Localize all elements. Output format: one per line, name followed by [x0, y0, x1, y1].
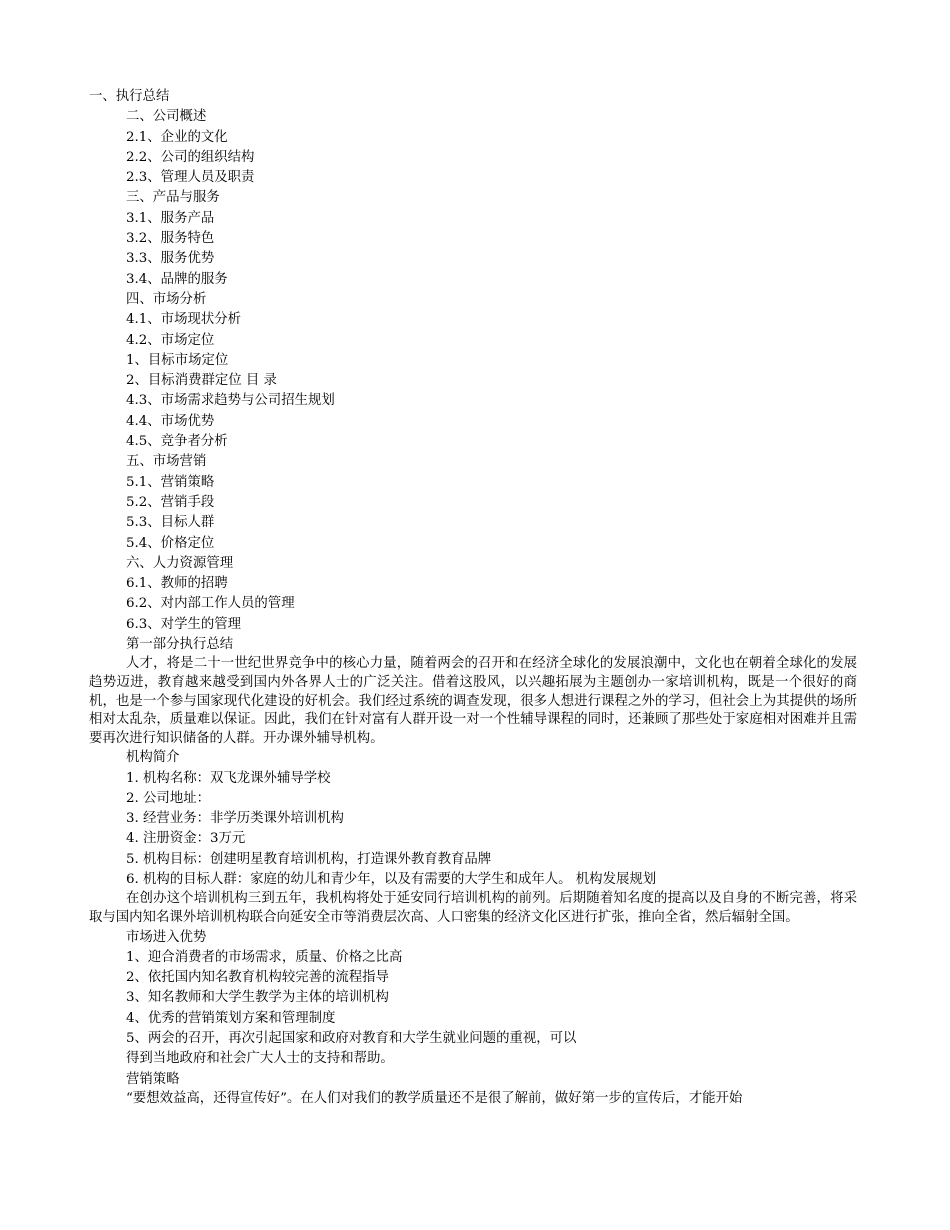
- market-advantage-item: 得到当地政府和社会广大人士的支持和帮助。: [126, 1051, 394, 1067]
- toc-item: 1、目标市场定位: [126, 352, 229, 368]
- market-advantage-item: 5、两会的召开，再次引起国家和政府对教育和大学生就业问题的重视，可以: [126, 1031, 577, 1047]
- market-heading: 市场进入优势: [126, 929, 207, 945]
- toc-item: 6.2、对内部工作人员的管理: [126, 596, 295, 612]
- org-info-item: 1. 机构名称：双飞龙课外辅导学校: [126, 770, 331, 786]
- toc-item: 2、目标消费群定位 目 录: [126, 373, 277, 389]
- toc-item: 五、市场营销: [126, 454, 207, 470]
- toc-item: 4.4、市场优势: [126, 413, 215, 429]
- part1-heading: 第一部分执行总结: [126, 637, 234, 653]
- toc-item: 5.3、目标人群: [126, 515, 215, 531]
- development-paragraph: 在创办这个培训机构三到五年，我机构将处于延安同行培训机构的前列。后期随着知名度的提高以及自身的不断完善，将采取与国内知名课外培训机构联合向延安全市等消费层次高、人口密集的经济文化区进行扩张，推向全省，然后辐射全国。: [89, 891, 857, 925]
- toc-item: 一、执行总结: [89, 89, 170, 104]
- market-advantage-item: 4、优秀的营销策划方案和管理制度: [126, 1010, 336, 1026]
- org-info-item: 5. 机构目标：创建明星教育培训机构，打造课外教育教育品牌: [126, 851, 492, 867]
- market-advantage-item: 1、迎合消费者的市场需求，质量、价格之比高: [126, 949, 403, 965]
- toc-item: 3.4、品牌的服务: [126, 271, 228, 287]
- strategy-paragraph: “要想效益高，还得宣传好”。在人们对我们的教学质量还不是很了解前，做好第一步的宣传后，才能开始: [126, 1090, 743, 1106]
- table-of-contents: [89, 87, 857, 635]
- toc-item: 5.1、营销策略: [126, 474, 215, 490]
- toc-item: 4.1、市场现状分析: [126, 312, 242, 328]
- toc-item: 3.2、服务特色: [126, 231, 215, 247]
- org-heading: 机构简介: [126, 750, 180, 766]
- toc-item: 4.2、市场定位: [126, 332, 215, 348]
- toc-item: 三、产品与服务: [126, 190, 220, 206]
- toc-item: 6.1、教师的招聘: [126, 576, 228, 592]
- market-advantage-list: [89, 948, 857, 1070]
- toc-item: 2.3、管理人员及职责: [126, 170, 255, 186]
- toc-item: 4.3、市场需求趋势与公司招生规划: [126, 393, 335, 409]
- market-advantage-item: 2、依托国内知名教育机构较完善的流程指导: [126, 970, 389, 986]
- toc-item: 4.5、竞争者分析: [126, 434, 228, 450]
- document-page: [89, 87, 857, 1109]
- toc-item: 2.1、企业的文化: [126, 129, 228, 145]
- toc-item: 6.3、对学生的管理: [126, 616, 242, 632]
- toc-item: 四、市场分析: [126, 291, 207, 307]
- toc-item: 3.1、服务产品: [126, 210, 215, 226]
- toc-item: 六、人力资源管理: [126, 555, 234, 571]
- org-info-list: [89, 769, 857, 891]
- strategy-heading: 营销策略: [126, 1071, 180, 1087]
- org-info-item: 6. 机构的目标人群：家庭的幼儿和青少年，以及有需要的大学生和成年人。 机构发展规划: [126, 872, 657, 888]
- toc-item: 5.2、营销手段: [126, 494, 215, 510]
- org-info-item: 2. 公司地址：: [126, 790, 210, 806]
- toc-item: 2.2、公司的组织结构: [126, 149, 255, 165]
- toc-item: 3.3、服务优势: [126, 251, 215, 267]
- intro-paragraph: 人才，将是二十一世纪世界竞争中的核心力量，随着两会的召开和在经济全球化的发展浪潮中，文化也在朝着全球化的发展趋势迈进，教育越来越受到国内外各界人士的广泛关注。借着这股风，以兴趣拓展为主题创办一家培训机构，既是一个很好的商机，也是一个参与国家现代化建设的好机会。我们经过系统的调查发现，很多人想进行课程之外的学习，但社会上为其提供的场所相对太乱杂，质量难以保证。因此，我们在针对富有人群开设一对一个性辅导课程的同时，还兼顾了那些处于家庭相对困难并且需要再次进行知识储备的人群。开办课外辅导机构。: [89, 656, 857, 746]
- toc-item: 二、公司概述: [126, 109, 207, 125]
- org-info-item: 3. 经营业务：非学历类课外培训机构: [126, 811, 344, 827]
- market-advantage-item: 3、知名教师和大学生教学为主体的培训机构: [126, 990, 389, 1006]
- toc-item: 5.4、价格定位: [126, 535, 215, 551]
- org-info-item: 4. 注册资金：3万元: [126, 831, 246, 847]
